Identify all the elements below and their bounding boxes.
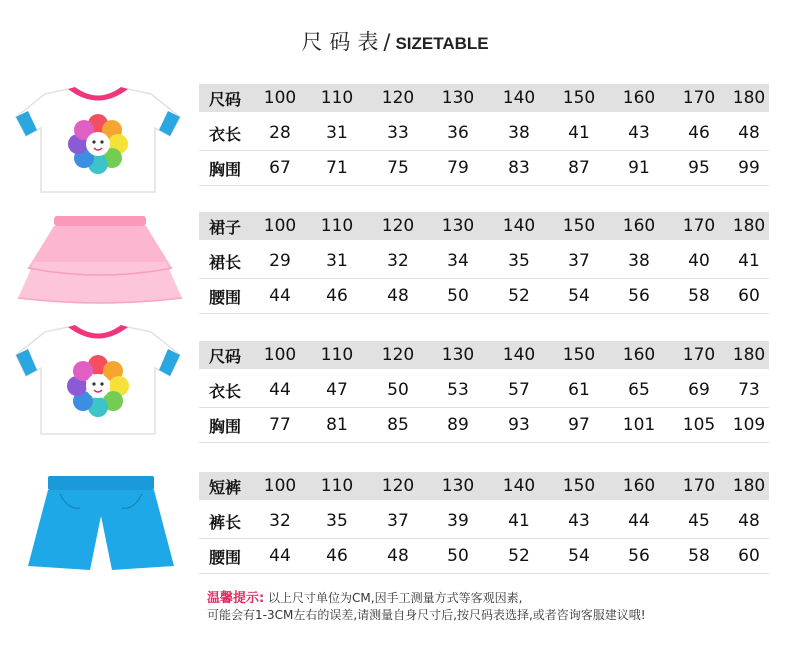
row-label: 腰围 [209, 547, 242, 567]
size-table-shorts [199, 472, 769, 574]
note-highlight: 温馨提示: [207, 591, 265, 606]
table-cell: 48 [387, 286, 409, 306]
size-header-cell: 180 [732, 476, 766, 496]
table-cell: 60 [738, 546, 760, 566]
table-cell: 44 [269, 546, 291, 566]
table-cell: 31 [326, 123, 348, 143]
table-cell: 83 [508, 158, 530, 178]
size-header-cell: 110 [320, 216, 354, 236]
table-cell: 109 [732, 415, 766, 435]
size-header-cell: 120 [381, 345, 415, 365]
table-cell: 44 [269, 380, 291, 400]
table-cell: 101 [622, 415, 656, 435]
size-header-cell: 110 [320, 88, 354, 108]
table-cell: 67 [269, 158, 291, 178]
size-header-cell: 170 [682, 88, 716, 108]
size-header-cell: 110 [320, 345, 354, 365]
size-header-cell: 160 [622, 88, 656, 108]
table-cell: 39 [447, 511, 469, 531]
table-header-row [199, 472, 769, 500]
size-header-cell: 170 [682, 476, 716, 496]
table-cell: 56 [628, 286, 650, 306]
table-cell: 99 [738, 158, 760, 178]
row-label: 衣长 [209, 124, 242, 144]
size-header-cell: 180 [732, 216, 766, 236]
row-label: 腰围 [209, 287, 242, 307]
size-header-cell: 120 [381, 216, 415, 236]
table-cell: 105 [682, 415, 716, 435]
title-cn: 尺码表 [301, 30, 386, 54]
table-cell: 85 [387, 415, 409, 435]
size-table-skirt [199, 212, 769, 314]
table-header-label: 裙子 [209, 217, 242, 237]
table-row [199, 504, 769, 539]
note-line-2 [207, 606, 646, 623]
note-text-1: 以上尺寸单位为CM,因手工测量方式等客观因素, [268, 591, 523, 605]
size-header-cell: 130 [441, 476, 475, 496]
table-header-label: 尺码 [209, 89, 242, 109]
size-header-cell: 140 [502, 216, 536, 236]
table-cell: 44 [269, 286, 291, 306]
table-cell: 41 [738, 251, 760, 271]
table-cell: 38 [508, 123, 530, 143]
table-cell: 43 [628, 123, 650, 143]
size-header-cell: 140 [502, 476, 536, 496]
table-cell: 58 [688, 286, 710, 306]
size-table-tshirt [199, 84, 769, 186]
table-row [199, 373, 769, 408]
row-label: 胸围 [209, 159, 242, 179]
table-cell: 91 [628, 158, 650, 178]
table-cell: 44 [628, 511, 650, 531]
size-header-cell: 100 [263, 88, 297, 108]
table-cell: 95 [688, 158, 710, 178]
table-row [199, 279, 769, 314]
table-cell: 73 [738, 380, 760, 400]
table-cell: 57 [508, 380, 530, 400]
table-cell: 46 [688, 123, 710, 143]
table-cell: 52 [508, 286, 530, 306]
size-header-cell: 130 [441, 345, 475, 365]
table-cell: 52 [508, 546, 530, 566]
table-cell: 48 [738, 123, 760, 143]
row-label: 胸围 [209, 416, 242, 436]
table-cell: 58 [688, 546, 710, 566]
table-cell: 37 [568, 251, 590, 271]
row-label: 裤长 [209, 512, 242, 532]
size-header-cell: 150 [562, 345, 596, 365]
table-row [199, 116, 769, 151]
table-cell: 35 [326, 511, 348, 531]
table-cell: 46 [326, 546, 348, 566]
tshirt-image [10, 84, 190, 196]
size-header-cell: 140 [502, 88, 536, 108]
table-header-label: 尺码 [209, 346, 242, 366]
table-cell: 29 [269, 251, 291, 271]
size-header-cell: 150 [562, 216, 596, 236]
table-cell: 43 [568, 511, 590, 531]
table-cell: 81 [326, 415, 348, 435]
size-header-cell: 160 [622, 476, 656, 496]
size-header-cell: 120 [381, 88, 415, 108]
table-cell: 31 [326, 251, 348, 271]
table-cell: 69 [688, 380, 710, 400]
table-cell: 53 [447, 380, 469, 400]
tshirt-image-2 [10, 322, 190, 438]
size-header-cell: 130 [441, 88, 475, 108]
table-cell: 32 [387, 251, 409, 271]
table-cell: 36 [447, 123, 469, 143]
row-label: 裙长 [209, 252, 242, 272]
table-cell: 48 [387, 546, 409, 566]
table-cell: 47 [326, 380, 348, 400]
table-header-row [199, 84, 769, 112]
table-cell: 79 [447, 158, 469, 178]
table-header-row [199, 212, 769, 240]
table-cell: 33 [387, 123, 409, 143]
page-title [0, 26, 790, 56]
table-cell: 50 [387, 380, 409, 400]
size-header-cell: 150 [562, 476, 596, 496]
table-cell: 50 [447, 286, 469, 306]
table-cell: 46 [326, 286, 348, 306]
size-header-cell: 100 [263, 476, 297, 496]
table-cell: 61 [568, 380, 590, 400]
size-header-cell: 180 [732, 345, 766, 365]
size-header-cell: 130 [441, 216, 475, 236]
size-header-cell: 110 [320, 476, 354, 496]
size-header-cell: 100 [263, 345, 297, 365]
size-header-cell: 120 [381, 476, 415, 496]
size-header-cell: 170 [682, 345, 716, 365]
size-header-cell: 160 [622, 345, 656, 365]
table-cell: 34 [447, 251, 469, 271]
table-cell: 35 [508, 251, 530, 271]
table-cell: 89 [447, 415, 469, 435]
table-cell: 38 [628, 251, 650, 271]
table-cell: 54 [568, 286, 590, 306]
table-row [199, 151, 769, 186]
size-table-tshirt-2 [199, 341, 769, 443]
title-en: SIZETABLE [395, 34, 489, 53]
size-header-cell: 140 [502, 345, 536, 365]
table-cell: 56 [628, 546, 650, 566]
table-cell: 45 [688, 511, 710, 531]
size-header-cell: 170 [682, 216, 716, 236]
table-cell: 32 [269, 511, 291, 531]
table-cell: 37 [387, 511, 409, 531]
table-cell: 40 [688, 251, 710, 271]
note-text-2: 可能会有1-3CM左右的误差,请测量自身尺寸后,按尺码表选择,或者咨询客服建议哦! [207, 608, 646, 622]
table-row [199, 539, 769, 574]
note-line-1 [207, 587, 522, 606]
table-cell: 54 [568, 546, 590, 566]
table-cell: 65 [628, 380, 650, 400]
size-header-cell: 160 [622, 216, 656, 236]
table-cell: 28 [269, 123, 291, 143]
size-header-cell: 180 [732, 88, 766, 108]
table-cell: 41 [508, 511, 530, 531]
size-header-cell: 150 [562, 88, 596, 108]
table-cell: 71 [326, 158, 348, 178]
table-cell: 60 [738, 286, 760, 306]
table-cell: 48 [738, 511, 760, 531]
skirt-image [10, 212, 190, 308]
table-cell: 75 [387, 158, 409, 178]
table-row [199, 408, 769, 443]
table-cell: 77 [269, 415, 291, 435]
table-cell: 50 [447, 546, 469, 566]
table-cell: 87 [568, 158, 590, 178]
table-cell: 93 [508, 415, 530, 435]
table-header-row [199, 341, 769, 369]
table-header-label: 短裤 [209, 477, 242, 497]
title-separator: / [383, 30, 392, 54]
table-row [199, 244, 769, 279]
table-cell: 41 [568, 123, 590, 143]
row-label: 衣长 [209, 381, 242, 401]
shorts-image [10, 474, 190, 574]
table-cell: 97 [568, 415, 590, 435]
size-header-cell: 100 [263, 216, 297, 236]
